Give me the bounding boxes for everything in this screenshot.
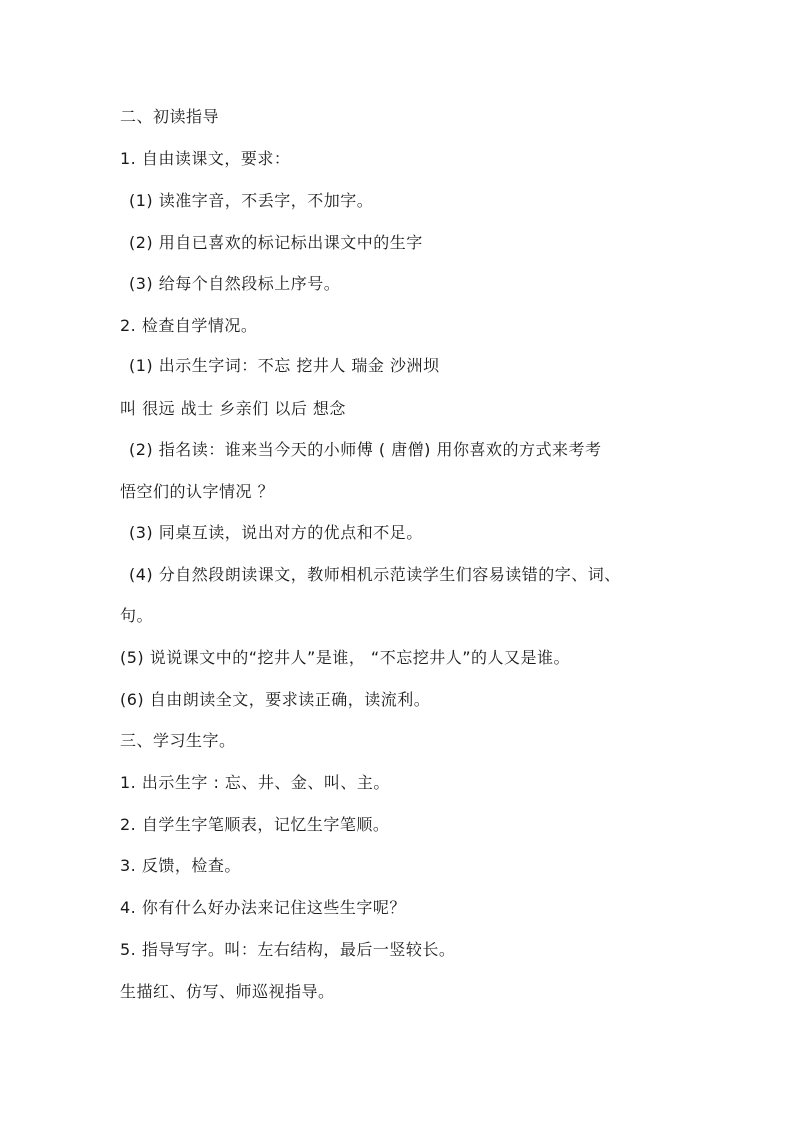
list-item: 2. 自学生字笔顺表，记忆生字笔顺。 [120, 815, 390, 834]
list-item: (1) 出示生字词：不忘 挖井人 瑞金 沙洲坝 [129, 356, 440, 375]
list-item: 1. 自由读课文，要求： [120, 149, 291, 168]
paragraph-line: 生描红、仿写、师巡视指导。 [120, 982, 335, 1001]
list-item: 5. 指导写字。叫：左右结构，最后一竖较长。 [120, 940, 456, 959]
list-item: 1. 出示生字 : 忘、井、金、叫、主。 [120, 773, 390, 792]
list-item: (4) 分自然段朗读课文，教师相机示范读学生们容易读错的字、词、 [129, 565, 621, 584]
list-item: (2) 指名读：谁来当今天的小师傅 ( 唐僧) 用你喜欢的方式来考考 [129, 440, 602, 459]
list-item: (3) 同桌互读，说出对方的优点和不足。 [129, 523, 423, 542]
paragraph-line: 叫 很远 战士 乡亲们 以后 想念 [120, 399, 346, 418]
list-item: (5) 说说课文中的“挖井人”是谁， “不忘挖井人”的人又是谁。 [120, 648, 570, 667]
list-item: 3. 反馈，检查。 [120, 856, 241, 875]
section-heading-learn-characters: 三、学习生字。 [120, 731, 236, 750]
section-heading-first-reading: 二、初读指导 [120, 107, 220, 126]
list-item: 2. 检查自学情况。 [120, 316, 258, 335]
list-item: 4. 你有什么好办法来记住这些生字呢？ [120, 898, 406, 917]
list-item: (2) 用自已喜欢的标记标出课文中的生字 [129, 233, 423, 252]
list-item: (3) 给每个自然段标上序号。 [129, 274, 341, 293]
list-item: (6) 自由朗读全文，要求读正确，读流利。 [120, 690, 431, 709]
list-item: (1) 读准字音，不丢字，不加字。 [129, 191, 374, 210]
paragraph-line: 句。 [120, 606, 154, 625]
paragraph-line: 悟空们的认字情况 ？ [120, 482, 275, 501]
